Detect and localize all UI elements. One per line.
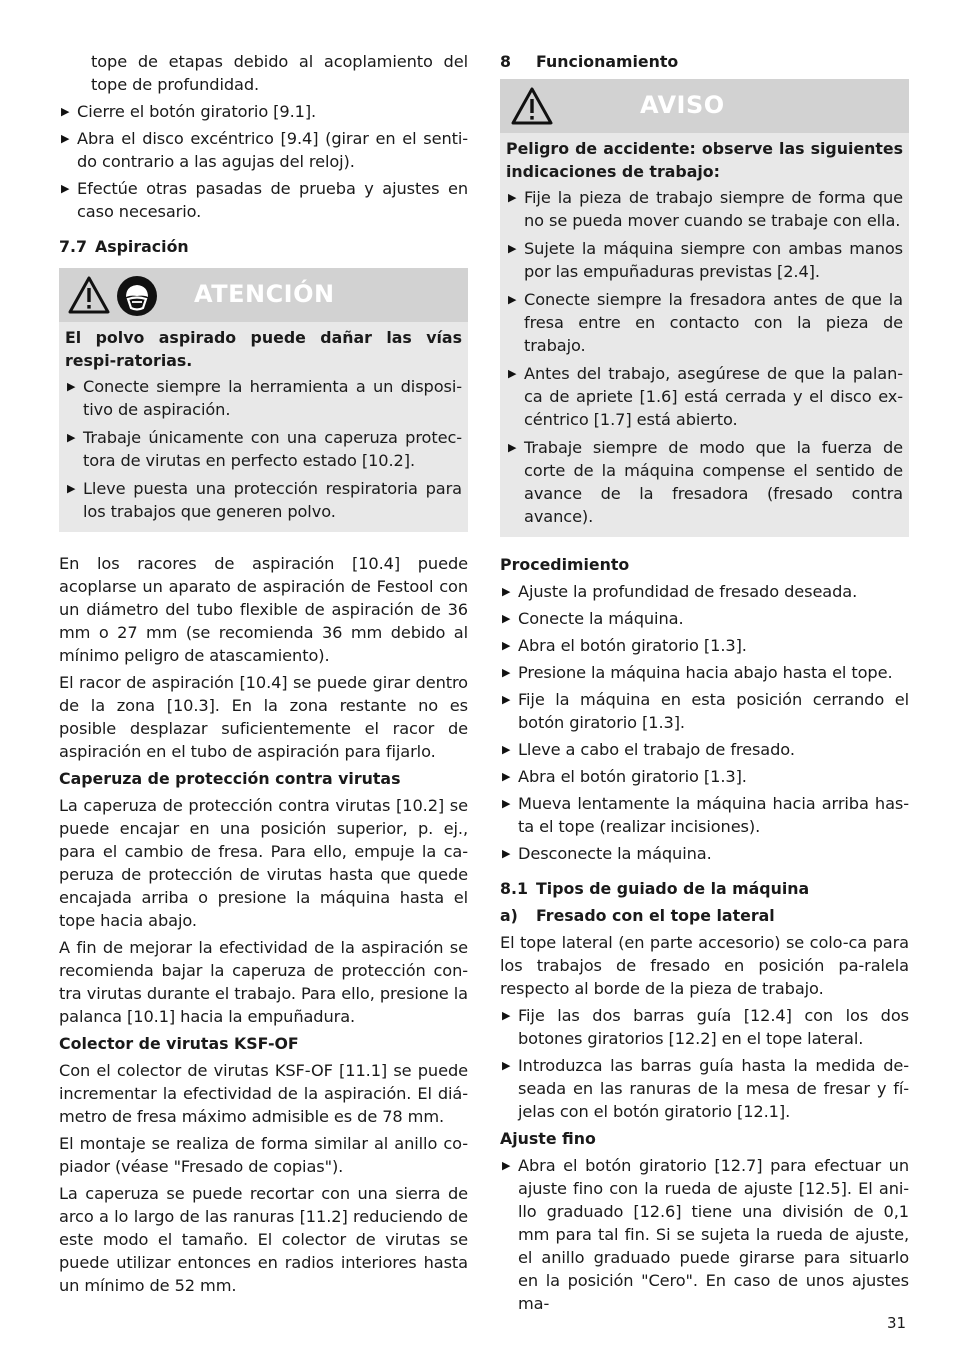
section-number: 8: [500, 52, 511, 71]
list-item: ▶ Conecte siempre la fresadora antes de que la fresa entre en contacto con la pieza de trabajo.: [506, 288, 903, 357]
section-number: 7.7: [59, 237, 87, 256]
subheading: Colector de virutas KSF-OF: [59, 1034, 299, 1053]
list-item: ▶ Abra el botón giratorio [1.3].: [500, 765, 909, 788]
respirator-mask-icon: [116, 275, 158, 317]
list-item: ▶ Fije la máquina en esta posición cerrando el botón giratorio [1.3].: [500, 688, 909, 734]
attention-header: [59, 268, 468, 322]
page-number: 31: [887, 1314, 907, 1332]
attention-heading: El polvo aspirado puede dañar las vías respi-ratorias.: [65, 328, 462, 370]
attention-box: [59, 268, 468, 532]
paragraph: La caperuza de protección contra virutas [10.2] se puede encajar en una posición superior, p. ej., para el cambio de fresa. Para ello, empuje la ca-peruza de protección de virutas hasta que quede encajada arriba o presione la máquina hasta el tope hacia abajo.: [59, 796, 468, 930]
list-item: ▶ Efectúe otras pasadas de prueba y ajustes en caso necesario.: [59, 177, 468, 223]
list-item: ▶ Antes del trabajo, asegúrese de que la palan-ca de apriete [1.6] está cerrada y el disco ex-céntrico [1.7] está abierto.: [506, 362, 903, 431]
list-item: ▶ Introduzca las barras guía hasta la medida de-seada en las ranuras de la mesa de fresar y fí-jelas con el botón giratorio [12.1].: [500, 1054, 909, 1123]
list-item: ▶ Lleve a cabo el trabajo de fresado.: [500, 738, 909, 761]
section-title: Tipos de guiado de la máquina: [536, 879, 810, 898]
paragraph: El racor de aspiración [10.4] se puede girar dentro de la zona [10.3]. En la zona restante no es posible desplazar suficientemente el racor de aspiración en el tubo de aspiración para fijarlo.: [59, 673, 468, 761]
section-title: Funcionamiento: [536, 52, 679, 71]
list-item: ▶ Mueva lentamente la máquina hacia arriba has-ta el tope (realizar incisiones).: [500, 792, 909, 838]
notice-box: [500, 79, 909, 537]
list-item: ▶ Desconecte la máquina.: [500, 842, 909, 865]
notice-title: AVISO: [640, 91, 725, 119]
warning-triangle-icon: [67, 275, 111, 315]
warning-triangle-icon: [510, 86, 554, 126]
notice-header: [500, 79, 909, 133]
list-item: ▶ Abra el botón giratorio [1.3].: [500, 634, 909, 657]
list-item: ▶ Trabaje únicamente con una caperuza protec-tora de virutas en perfecto estado [10.2].: [65, 426, 462, 472]
list-item: ▶ Conecte la máquina.: [500, 607, 909, 630]
list-item: ▶ Ajuste la profundidad de fresado deseada.: [500, 580, 909, 603]
section-heading-aspiracion: [59, 235, 468, 258]
attention-body: [59, 322, 468, 532]
paragraph: A fin de mejorar la efectividad de la aspiración se recomienda bajar la caperuza de protección con-tra virutas durante el trabajo. Para ello, presione la palanca [10.1] hacia la empuñadura.: [59, 938, 468, 1026]
list-item: ▶ Trabaje siempre de modo que la fuerza de corte de la máquina compense el sentido de avance de la fresadora (fresado contra avance).: [506, 436, 903, 528]
paragraph: El tope lateral (en parte accesorio) se colo-ca para los trabajos de fresado en posición pa-ralela respecto al borde de la pieza de trabajo.: [500, 933, 909, 998]
subheading: Ajuste fino: [500, 1129, 596, 1148]
list-item: ▶ Abra el disco excéntrico [9.4] (girar en el senti-do contrario a las agujas del reloj).: [59, 127, 468, 173]
paragraph: El montaje se realiza de forma similar al anillo co-piador (véase "Fresado de copias").: [59, 1134, 468, 1176]
subsection-title: Fresado con el tope lateral: [536, 906, 775, 925]
attention-title: ATENCIÓN: [194, 280, 335, 308]
subheading: Procedimiento: [500, 555, 630, 574]
list-item: ▶ Fije las dos barras guía [12.4] con los dos botones giratorios [12.2] en el tope lateral.: [500, 1004, 909, 1050]
subsection-number: a): [500, 906, 518, 925]
list-item: ▶ Conecte siempre la herramienta a un disposi-tivo de aspiración.: [65, 375, 462, 421]
left-column: [59, 50, 468, 1301]
paragraph: Con el colector de virutas KSF-OF [11.1] se puede incrementar la efectividad de la aspiración. El diá-metro de fresa máximo admisible es de 78 mm.: [59, 1061, 468, 1126]
list-item: ▶ Fije la pieza de trabajo siempre de forma que no se pueda mover cuando se trabaje con ella.: [506, 186, 903, 232]
section-number: 8.1: [500, 879, 528, 898]
notice-heading: Peligro de accidente: observe las siguientes indicaciones de trabajo:: [506, 139, 903, 181]
subsection-heading: [500, 904, 909, 927]
paragraph: En los racores de aspiración [10.4] puede acoplarse un aparato de aspiración de Festool con un diámetro del tubo flexible de aspiración de 36 mm o 27 mm (se recomienda 36 mm debido al mínimo peligro de atascamiento).: [59, 554, 468, 665]
list-item: ▶ Abra el botón giratorio [12.7] para efectuar un ajuste fino con la rueda de ajuste [12.5]. El ani-llo graduado [12.6] tiene una división de 0,1 mm para tal fin. Si se sujeta la rueda de ajuste, el anillo graduado puede girarse para situarlo en la posición "Cero". En caso de unos ajustes ma-: [500, 1154, 909, 1315]
paragraph: La caperuza se puede recortar con una sierra de arco a lo largo de las ranuras [11.2] reduciendo de este modo el tamaño. El colector de virutas se puede utilizar entonces en radios interiores hasta un mínimo de 52 mm.: [59, 1184, 468, 1295]
subheading: Caperuza de protección contra virutas: [59, 769, 401, 788]
list-item: ▶ Sujete la máquina siempre con ambas manos por las empuñaduras previstas [2.4].: [506, 237, 903, 283]
list-item: ▶ Lleve puesta una protección respiratoria para los trabajos que generen polvo.: [65, 477, 462, 523]
section-heading-tipos-guiado: [500, 877, 909, 900]
section-heading-funcionamiento: [500, 50, 909, 73]
continued-text: tope de etapas debido al acoplamiento del tope de profundidad.: [91, 52, 468, 94]
list-item: ▶ Presione la máquina hacia abajo hasta el tope.: [500, 661, 909, 684]
notice-body: [500, 133, 909, 537]
list-item: ▶ Cierre el botón giratorio [9.1].: [59, 100, 468, 123]
section-title: Aspiración: [95, 237, 189, 256]
right-column: [500, 50, 909, 1319]
